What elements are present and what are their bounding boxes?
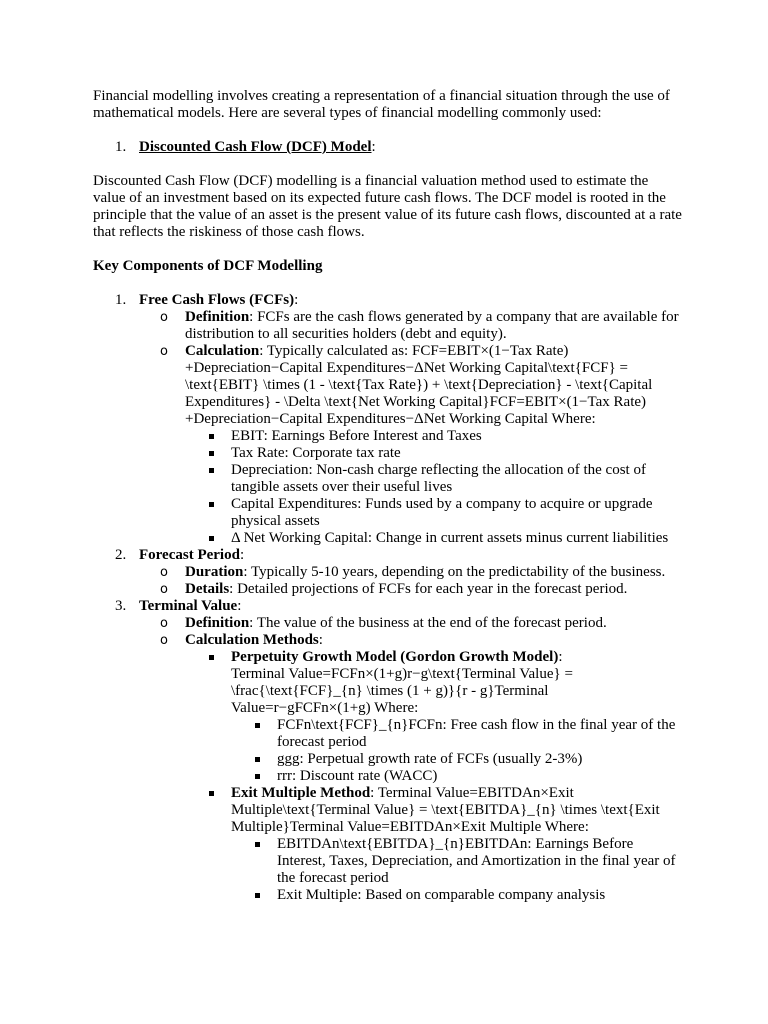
- detail-label: Calculation: [185, 343, 260, 359]
- square-bullet-icon: [255, 774, 260, 779]
- component-item: [93, 292, 683, 547]
- method-label: Exit Multiple Method: [231, 785, 371, 801]
- section-heading: [93, 139, 683, 156]
- circle-bullet-icon: o: [160, 565, 168, 580]
- method-variable-list: [231, 717, 683, 785]
- method-variable-text: ggg: Perpetual growth rate of FCFs (usually 2-3%): [277, 751, 583, 767]
- detail-label: Definition: [185, 615, 250, 631]
- square-bullet-icon: [255, 757, 260, 762]
- method-variable-item: [231, 768, 683, 785]
- method-label: Perpetuity Growth Model (Gordon Growth Model): [231, 649, 559, 665]
- square-bullet-icon: [209, 434, 214, 439]
- detail-label: Duration: [185, 564, 244, 580]
- circle-bullet-icon: o: [160, 344, 168, 359]
- dcf-paragraph: Discounted Cash Flow (DCF) modelling is a financial valuation method used to estimate the value of an investment based on its expected future cash flows. The DCF model is rooted in the principle that the value of an asset is the present value of its future cash flows, discounted at a rate that reflects the riskiness of those cash flows.: [93, 173, 682, 240]
- detail-label: Calculation Methods: [185, 632, 319, 648]
- detail-label: Details: [185, 581, 230, 597]
- square-bullet-icon: [255, 893, 260, 898]
- variable-text: EBIT: Earnings Before Interest and Taxes: [231, 428, 482, 444]
- square-bullet-icon: [209, 502, 214, 507]
- square-bullet-icon: [209, 451, 214, 456]
- component-title: Terminal Value: [139, 598, 238, 614]
- square-bullet-icon: [209, 791, 214, 796]
- component-item: [93, 598, 683, 904]
- variable-item: [185, 530, 683, 547]
- method-variable-item: [231, 717, 683, 751]
- method-variable-text: EBITDAn\text{EBITDA}_{n}EBITDAn: Earnings Before Interest, Taxes, Depreciation, and Amortization in the final year of the forecast period: [277, 836, 676, 886]
- method-body: Terminal Value=FCFn×(1+g)r−g\text{Terminal Value} = \frac{\text{FCF}_{n} \times (1 + g)}{r - g}Terminal Value=r−gFCFn×(1+g) Where:: [231, 666, 573, 716]
- detail-text: : Detailed projections of FCFs for each year in the forecast period.: [229, 581, 628, 597]
- method-item: [185, 649, 683, 785]
- intro-paragraph: Financial modelling involves creating a representation of a financial situation through the use of mathematical models. Here are several types of financial modelling commonly used:: [93, 88, 670, 121]
- component-details: [139, 309, 683, 547]
- component-details: [139, 615, 683, 904]
- variable-item: [185, 428, 683, 445]
- detail-item: [139, 581, 683, 598]
- square-bullet-icon: [209, 468, 214, 473]
- method-item: [185, 785, 683, 904]
- variable-item: [185, 462, 683, 496]
- variable-text: Δ Net Working Capital: Change in current assets minus current liabilities: [231, 530, 669, 546]
- key-components-heading: Key Components of DCF Modelling: [93, 258, 323, 274]
- component-number: 3.: [115, 598, 127, 614]
- method-variable-list: [231, 836, 683, 904]
- detail-item: [139, 309, 683, 343]
- square-bullet-icon: [209, 536, 214, 541]
- document-page: [93, 88, 683, 904]
- method-variable-item: [231, 751, 683, 768]
- method-label-suffix: : Terminal Value=EBITDAn×Exit Multiple\text{Terminal Value} = \text{EBITDA}_{n} \times \text{Exit Multiple}Terminal Value=EBITDAn×Exit Multiple Where:: [231, 785, 660, 835]
- component-colon: :: [294, 292, 299, 308]
- components-list: [93, 292, 683, 904]
- section-number: 1.: [115, 139, 127, 155]
- detail-text: :: [318, 632, 323, 648]
- method-variable-item: [231, 836, 683, 887]
- detail-item: [139, 343, 683, 547]
- component-title: Free Cash Flows (FCFs): [139, 292, 295, 308]
- detail-text: : Typically calculated as: FCF=EBIT×(1−Tax Rate) +Depreciation−Capital Expenditures−ΔNet Working Capital\text{FCF} = \text{EBIT} \times (1 - \text{Tax Rate}) + \text{Depreciation} - \text{Capital Expenditures} - \Delta \text{Net Working Capital}FCF=EBIT×(1−Tax Rate) +Depreciation−Capital Expenditures−ΔNet Working Capital Where:: [185, 343, 653, 427]
- method-label-suffix: :: [558, 649, 563, 665]
- detail-text: : Typically 5-10 years, depending on the predictability of the business.: [243, 564, 666, 580]
- detail-label: Definition: [185, 309, 250, 325]
- method-list: [185, 649, 683, 904]
- variable-item: [185, 445, 683, 462]
- square-bullet-icon: [255, 723, 260, 728]
- square-bullet-icon: [209, 655, 214, 660]
- method-variable-text: FCFn\text{FCF}_{n}FCFn: Free cash flow in the final year of the forecast period: [277, 717, 676, 750]
- variable-text: Depreciation: Non-cash charge reflecting the allocation of the cost of tangible assets over their useful lives: [231, 462, 646, 495]
- detail-item: [139, 564, 683, 581]
- method-variable-text: rrr: Discount rate (WACC): [277, 768, 438, 784]
- circle-bullet-icon: o: [160, 310, 168, 325]
- method-variable-text: Exit Multiple: Based on comparable company analysis: [277, 887, 606, 903]
- circle-bullet-icon: o: [160, 616, 168, 631]
- component-number: 1.: [115, 292, 127, 308]
- variable-text: Capital Expenditures: Funds used by a company to acquire or upgrade physical assets: [231, 496, 653, 529]
- variable-text: Tax Rate: Corporate tax rate: [231, 445, 401, 461]
- component-colon: :: [239, 547, 245, 563]
- detail-text: : FCFs are the cash flows generated by a company that are available for distribution to all securities holders (debt and equity).: [185, 309, 679, 342]
- variable-item: [185, 496, 683, 530]
- component-item: [93, 547, 683, 598]
- method-variable-item: [231, 887, 683, 904]
- component-colon: :: [237, 598, 242, 614]
- detail-item: [139, 632, 683, 904]
- variable-list: [185, 428, 683, 547]
- circle-bullet-icon: o: [160, 582, 168, 597]
- component-number: 2.: [115, 547, 127, 563]
- section-title-colon: :: [371, 139, 376, 155]
- section-title: Discounted Cash Flow (DCF) Model: [139, 139, 372, 155]
- detail-text: : The value of the business at the end of the forecast period.: [249, 615, 607, 631]
- component-title: Forecast Period: [139, 547, 240, 563]
- square-bullet-icon: [255, 842, 260, 847]
- circle-bullet-icon: o: [160, 633, 168, 648]
- component-details: [139, 564, 683, 598]
- detail-item: [139, 615, 683, 632]
